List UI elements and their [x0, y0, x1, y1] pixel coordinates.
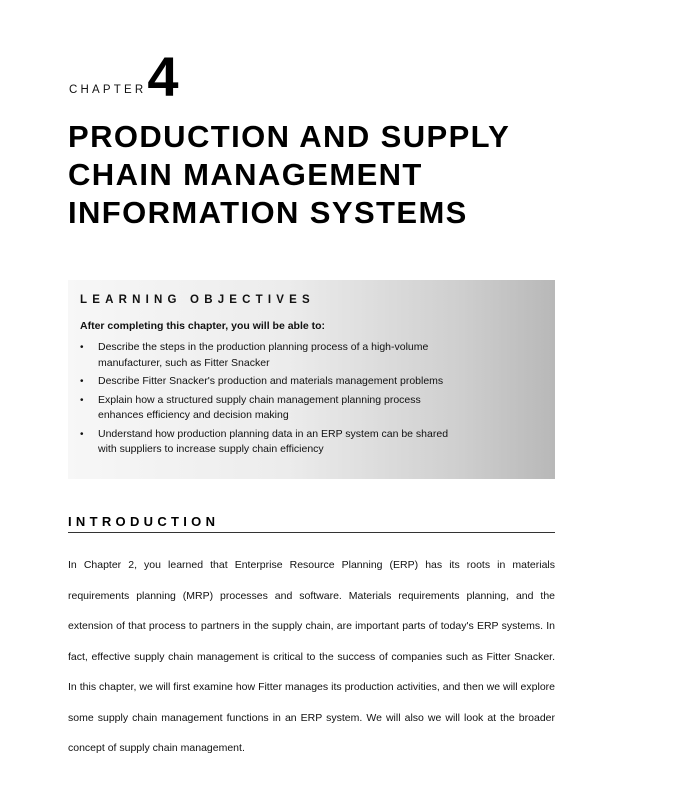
objective-text: Explain how a structured supply chain management planning process enhances efficiency and decision making	[98, 393, 421, 421]
objective-text: Understand how production planning data in an ERP system can be shared with suppliers to increase supply chain efficiency	[98, 427, 449, 455]
list-item	[80, 427, 468, 458]
learning-objectives-list	[80, 340, 543, 458]
chapter-title-line: PRODUCTION AND SUPPLY	[68, 119, 511, 154]
bullet-icon: •	[80, 342, 84, 353]
objective-text: Describe the steps in the production planning process of a high-volume manufacturer, such as Fitter Snacker	[98, 341, 429, 369]
list-item	[80, 374, 468, 390]
learning-objectives-intro: After completing this chapter, you will be able to:	[80, 320, 326, 332]
chapter-title	[68, 118, 588, 232]
objective-text: Describe Fitter Snacker's production and materials management problems	[98, 375, 444, 387]
introduction-heading: INTRODUCTION	[68, 514, 555, 533]
learning-objectives-heading: LEARNING OBJECTIVES	[80, 294, 315, 306]
chapter-label: CHAPTER	[69, 83, 147, 96]
list-item	[80, 340, 468, 371]
bullet-icon: •	[80, 428, 84, 440]
chapter-header	[69, 45, 179, 109]
list-item	[80, 393, 468, 424]
introduction-paragraph: In Chapter 2, you learned that Enterprise Resource Planning (ERP) has its roots in materials requirements planning (MRP) processes and software. Materials requirements planning, and the extension of that process to partners in the supply chain, are important parts of today's ERP systems. In fact, effective supply chain management is critical to the success of companies such as Fitter Snacker. In this chapter, we will first examine how Fitter manages its production activities, and then we will explore some supply chain management functions in an ERP system. We will also we will look at the broader concept of supply chain management.	[68, 559, 555, 754]
chapter-title-line: CHAIN MANAGEMENT	[68, 157, 423, 192]
chapter-number: 4	[147, 45, 179, 109]
bullet-icon: •	[80, 394, 84, 406]
learning-objectives-box	[68, 280, 555, 479]
chapter-title-line: INFORMATION SYSTEMS	[68, 195, 468, 230]
bullet-icon: •	[80, 376, 84, 387]
